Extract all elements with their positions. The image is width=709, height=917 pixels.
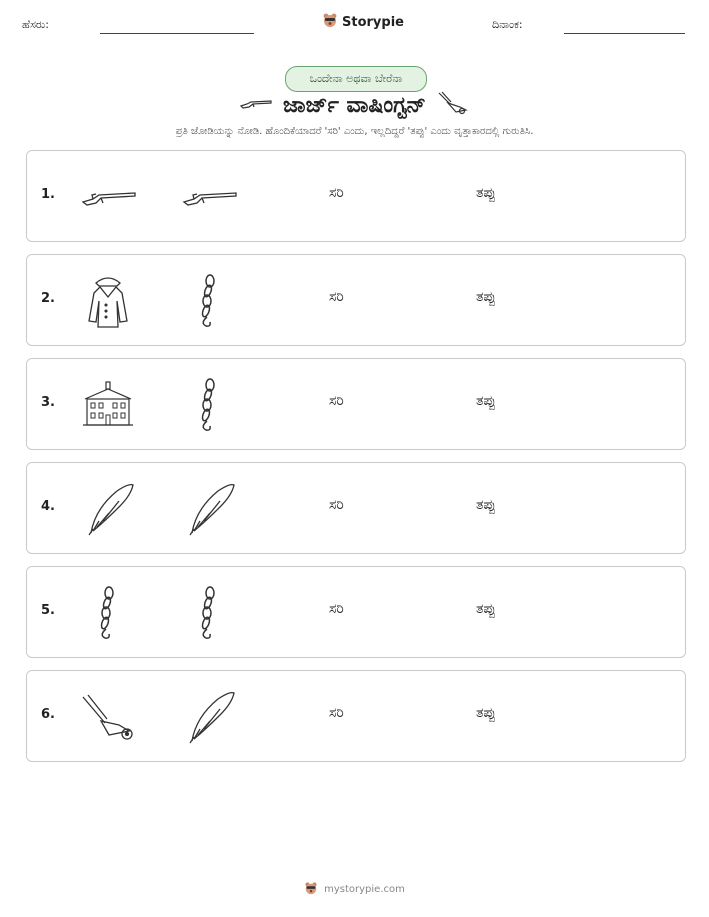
question-card	[26, 358, 686, 450]
answer-yes[interactable]: ಸರಿ	[329, 705, 344, 721]
storypie-bear-icon	[304, 880, 318, 899]
chain-icon	[180, 585, 238, 641]
date-field[interactable]	[564, 33, 685, 34]
chain-icon	[79, 585, 137, 641]
answer-no[interactable]: ತಪ್ಪು	[476, 601, 496, 617]
answer-yes[interactable]: ಸರಿ	[329, 289, 344, 305]
musket-icon	[79, 169, 137, 225]
question-card	[26, 566, 686, 658]
brand-logo	[322, 12, 404, 32]
question-card	[26, 254, 686, 346]
musket-icon	[239, 95, 273, 115]
instructions: ಪ್ರತಿ ಜೋಡಿಯನ್ನು ನೋಡಿ. ಹೊಂದಿಕೆಯಾದರೆ 'ಸರಿ' ಎಂದು, ಇಲ್ಲದಿದ್ದರೆ 'ತಪ್ಪು' ಎಂದು ವೃತ್ತಾಕಾರದಲ್ಲಿ ಗುರುತಿಸಿ.	[175, 126, 534, 137]
answer-no[interactable]: ತಪ್ಪು	[476, 185, 496, 201]
musket-icon	[180, 169, 238, 225]
question-card	[26, 150, 686, 242]
mansion-icon	[79, 377, 137, 433]
brand-name: Storypie	[342, 14, 404, 30]
answer-yes[interactable]: ಸರಿ	[329, 497, 344, 513]
plow-icon	[436, 90, 470, 120]
question-number: 1.	[41, 187, 55, 202]
plow-icon	[79, 689, 137, 745]
name-field[interactable]	[100, 33, 254, 34]
quill-pen-icon	[180, 481, 238, 537]
storypie-bear-icon	[322, 12, 338, 32]
answer-no[interactable]: ತಪ್ಪು	[476, 289, 496, 305]
chain-icon	[180, 273, 238, 329]
question-number: 6.	[41, 707, 55, 722]
quill-pen-icon	[79, 481, 137, 537]
answer-yes[interactable]: ಸರಿ	[329, 185, 344, 201]
answer-no[interactable]: ತಪ್ಪು	[476, 497, 496, 513]
footer	[0, 880, 709, 899]
question-card	[26, 462, 686, 554]
date-label: ದಿನಾಂಕ:	[492, 18, 523, 31]
question-number: 4.	[41, 499, 55, 514]
answer-no[interactable]: ತಪ್ಪು	[476, 393, 496, 409]
colonial-coat-icon	[79, 273, 137, 329]
quill-pen-icon	[180, 689, 238, 745]
question-number: 5.	[41, 603, 55, 618]
answer-no[interactable]: ತಪ್ಪು	[476, 705, 496, 721]
answer-yes[interactable]: ಸರಿ	[329, 393, 344, 409]
name-label: ಹೆಸರು:	[22, 18, 49, 31]
answer-yes[interactable]: ಸರಿ	[329, 601, 344, 617]
worksheet-type-badge: ಒಂದೇನಾ ಅಥವಾ ಬೇರೆನಾ	[285, 66, 427, 92]
question-card	[26, 670, 686, 762]
footer-url: mystorypie.com	[324, 884, 405, 895]
title-row	[0, 90, 709, 120]
page-title: ಜಾರ್ಜ್ ವಾಷಿಂಗ್ಟನ್	[283, 92, 426, 118]
question-number: 2.	[41, 291, 55, 306]
chain-icon	[180, 377, 238, 433]
question-number: 3.	[41, 395, 55, 410]
